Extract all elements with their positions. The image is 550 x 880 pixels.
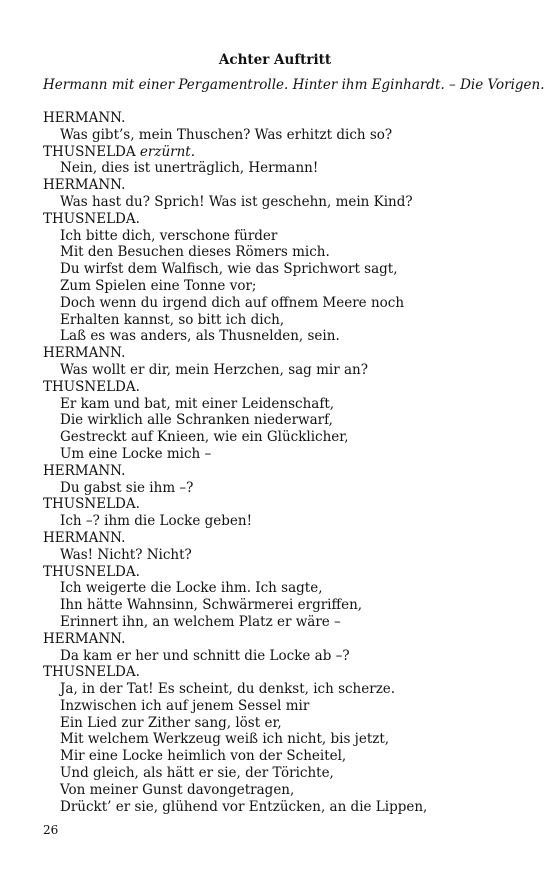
verse-line xyxy=(43,328,523,345)
verse-line xyxy=(43,614,523,631)
verse-text: Gestreckt auf Knieen, wie ein Glücklicher, xyxy=(60,429,349,446)
verse-line xyxy=(43,698,523,715)
verse-text: Er kam und bat, mit einer Leidenschaft, xyxy=(60,395,335,412)
verse-line xyxy=(43,278,523,295)
speaker-name xyxy=(43,379,523,396)
speaker-name xyxy=(43,144,523,161)
speaker-name xyxy=(43,631,523,648)
verse-line xyxy=(43,731,523,748)
verse-line xyxy=(43,782,523,799)
page-number: 26 xyxy=(43,823,59,837)
speaker-name xyxy=(43,345,523,362)
speaker-name xyxy=(43,211,523,228)
speaker-label: HERMANN. xyxy=(43,110,126,126)
verse-line xyxy=(43,429,523,446)
verse-text: Was gibt’s, mein Thuschen? Was erhitzt dich so? xyxy=(60,126,393,143)
speaker-label: THUSNELDA. xyxy=(43,496,140,513)
verse-text: Inzwischen ich auf jenem Sessel mir xyxy=(60,697,310,714)
verse-line xyxy=(43,446,523,463)
speaker-label: HERMANN. xyxy=(43,529,126,546)
verse-line xyxy=(43,580,523,597)
verse-text: Mit den Besuchen dieses Römers mich. xyxy=(60,244,330,261)
verse-line xyxy=(43,261,523,278)
dialogue-text xyxy=(43,110,523,815)
verse-text: Mir eine Locke heimlich von der Scheitel, xyxy=(60,748,347,765)
verse-line xyxy=(43,228,523,245)
verse-line xyxy=(43,396,523,413)
verse-text: Drückt’ er sie, glühend vor Entzücken, an die Lippen, xyxy=(60,798,428,815)
verse-line xyxy=(43,799,523,816)
verse-line xyxy=(43,648,523,665)
verse-line xyxy=(43,748,523,765)
verse-text: Die wirklich alle Schranken niederwarf, xyxy=(60,412,333,429)
verse-text: Was hast du? Sprich! Was ist geschehn, mein Kind? xyxy=(60,193,413,210)
verse-text: Zum Spielen eine Tonne vor; xyxy=(60,277,257,294)
verse-line xyxy=(43,362,523,379)
speaker-label: THUSNELDA xyxy=(43,143,140,160)
speaker-name xyxy=(43,110,523,127)
verse-line xyxy=(43,160,523,177)
verse-text: Nein, dies ist unerträglich, Hermann! xyxy=(60,160,319,177)
verse-line xyxy=(43,681,523,698)
verse-text: Ich –? ihm die Locke geben! xyxy=(60,513,252,530)
verse-text: Erinnert ihn, an welchem Platz er wäre – xyxy=(60,613,341,630)
verse-text: Was wollt er dir, mein Herzchen, sag mir an? xyxy=(60,361,368,378)
verse-text: Was! Nicht? Nicht? xyxy=(60,546,192,563)
verse-line xyxy=(43,547,523,564)
verse-text: Ja, in der Tat! Es scheint, du denkst, ich scherze. xyxy=(60,681,396,698)
verse-text: Und gleich, als hätt er sie, der Törichte, xyxy=(60,765,334,782)
verse-line xyxy=(43,295,523,312)
verse-line xyxy=(43,513,523,530)
verse-line xyxy=(43,244,523,261)
verse-line xyxy=(43,715,523,732)
speaker-name xyxy=(43,177,523,194)
verse-line xyxy=(43,480,523,497)
verse-text: Ich bitte dich, verschone fürder xyxy=(60,227,278,244)
verse-text: Erhalten kannst, so bitt ich dich, xyxy=(60,311,285,328)
verse-line xyxy=(43,312,523,329)
verse-line xyxy=(43,765,523,782)
speaker-name xyxy=(43,496,523,513)
verse-line xyxy=(43,412,523,429)
verse-text: Du gabst sie ihm –? xyxy=(60,479,194,496)
verse-text: Ein Lied zur Zither sang, löst er, xyxy=(60,714,282,731)
verse-text: Doch wenn du irgend dich auf offnem Meere noch xyxy=(60,294,405,311)
verse-text: Ihn hätte Wahnsinn, Schwärmerei ergriffen, xyxy=(60,597,363,614)
verse-text: Von meiner Gunst davongetragen, xyxy=(60,781,295,798)
speaker-label: THUSNELDA. xyxy=(43,664,140,681)
verse-text: Du wirfst dem Walfisch, wie das Sprichwort sagt, xyxy=(60,261,398,278)
verse-text: Ich weigerte die Locke ihm. Ich sagte, xyxy=(60,580,323,597)
verse-line xyxy=(43,127,523,144)
verse-text: Laß es was anders, als Thusnelden, sein. xyxy=(60,328,340,345)
speaker-label: HERMANN. xyxy=(43,345,126,362)
verse-text: Mit welchem Werkzeug weiß ich nicht, bis jetzt, xyxy=(60,731,390,748)
speaker-label: THUSNELDA. xyxy=(43,378,140,395)
scene-heading: Achter Auftritt xyxy=(218,52,332,68)
speaker-label: THUSNELDA. xyxy=(43,563,140,580)
speaker-name xyxy=(43,530,523,547)
stage-direction: Hermann mit einer Pergamentrolle. Hinter ihm Eginhardt. – Die Vorigen. xyxy=(43,77,545,93)
speaker-label: THUSNELDA. xyxy=(43,210,140,227)
speaker-name xyxy=(43,564,523,581)
stage-direction-inline: erzürnt. xyxy=(139,143,196,160)
speaker-name xyxy=(43,664,523,681)
speaker-label: HERMANN. xyxy=(43,177,126,194)
verse-text: Da kam er her und schnitt die Locke ab –? xyxy=(60,647,350,664)
verse-line xyxy=(43,597,523,614)
speaker-label: HERMANN. xyxy=(43,462,126,479)
speaker-label: HERMANN. xyxy=(43,630,126,647)
speaker-name xyxy=(43,463,523,480)
verse-text: Um eine Locke mich – xyxy=(60,445,212,462)
verse-line xyxy=(43,194,523,211)
